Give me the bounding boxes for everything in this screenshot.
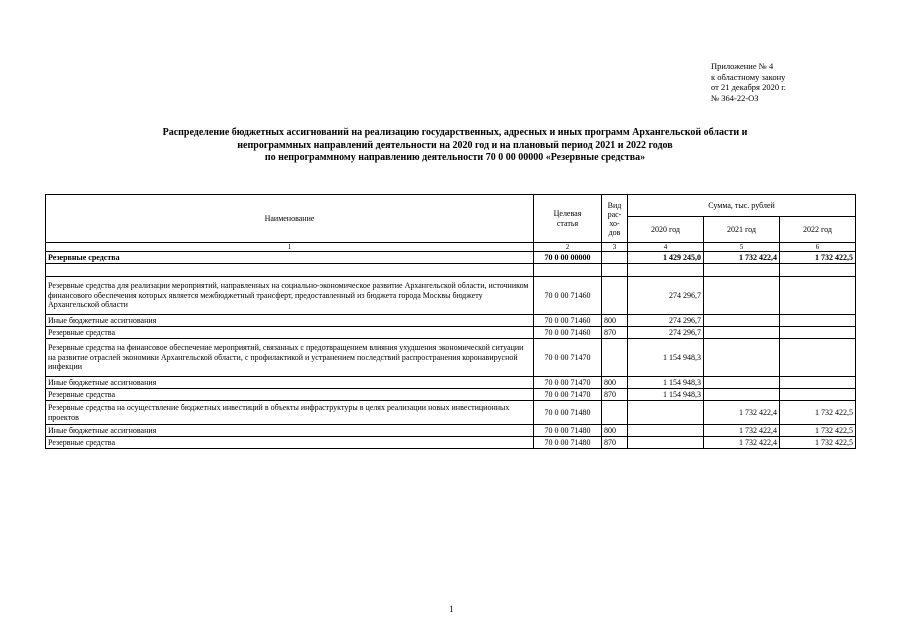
- row-name: Резервные средства на финансовое обеспечение мероприятий, связанных с предотвращением влияния ухудшения экономической ситуации на развитие отраслей экономики Архангельской области, с профилактикой и устранением последствий распространения коронавирусной инфекции: [46, 339, 534, 377]
- row-2022: [780, 377, 856, 389]
- column-number: 5: [704, 243, 780, 252]
- row-2020: 274 296,7: [628, 327, 704, 339]
- appendix-note: [711, 61, 786, 103]
- row-2022: 1 732 422,5: [780, 425, 856, 437]
- row-target: 70 0 00 71470: [534, 377, 602, 389]
- row-2021: [704, 339, 780, 377]
- total-name: Резервные средства: [46, 252, 534, 264]
- row-2022: 1 732 422,5: [780, 437, 856, 449]
- table-row: [46, 401, 856, 425]
- row-2022: [780, 389, 856, 401]
- document-title: [40, 127, 870, 165]
- header-2021: 2021 год: [704, 217, 780, 243]
- total-2021: 1 732 422,4: [704, 252, 780, 264]
- header-vid: [602, 195, 628, 243]
- header-vid-line: дов: [608, 227, 621, 237]
- table-row: [46, 315, 856, 327]
- row-target: 70 0 00 71460: [534, 315, 602, 327]
- row-2020: [628, 425, 704, 437]
- row-target: 70 0 00 71460: [534, 327, 602, 339]
- row-target: 70 0 00 71480: [534, 425, 602, 437]
- row-target: 70 0 00 71470: [534, 389, 602, 401]
- row-vid: 870: [602, 389, 628, 401]
- row-2021: [704, 377, 780, 389]
- title-line: непрограммных направлений деятельности на 2020 год и на плановый период 2021 и 2022 годов: [237, 139, 673, 151]
- row-2020: 1 154 948,3: [628, 339, 704, 377]
- appendix-line: к областному закону: [711, 71, 786, 82]
- row-target: 70 0 00 71470: [534, 339, 602, 377]
- table-row: [46, 377, 856, 389]
- row-2020: 274 296,7: [628, 315, 704, 327]
- total-2020: 1 429 245,0: [628, 252, 704, 264]
- header-name: Наименование: [46, 195, 534, 243]
- row-2021: 1 732 422,4: [704, 401, 780, 425]
- row-2022: [780, 327, 856, 339]
- row-2020: [628, 401, 704, 425]
- row-vid: 870: [602, 327, 628, 339]
- total-target: 70 0 00 00000: [534, 252, 602, 264]
- header-2022: 2022 год: [780, 217, 856, 243]
- row-2020: 1 154 948,3: [628, 377, 704, 389]
- row-name: Резервные средства: [46, 327, 534, 339]
- row-vid: [602, 339, 628, 377]
- appendix-line: № 364-22-ОЗ: [711, 92, 759, 103]
- column-number: 3: [602, 243, 628, 252]
- budget-table: [45, 194, 856, 449]
- table-row: [46, 425, 856, 437]
- spacer-row: [46, 264, 856, 277]
- header-vid-line: хо-: [609, 218, 620, 228]
- appendix-line: от 21 декабря 2020 г.: [711, 82, 786, 92]
- column-numbers-row: [46, 243, 856, 252]
- page-number: 1: [449, 604, 454, 614]
- row-2022: [780, 315, 856, 327]
- total-vid: [602, 252, 628, 264]
- row-2021: 1 732 422,4: [704, 437, 780, 449]
- row-name: Резервные средства на осуществление бюджетных инвестиций в объекты инфраструктуры в целях реализации новых инвестиционных проектов: [46, 401, 534, 425]
- title-line: Распределение бюджетных ассигнований на реализацию государственных, адресных и иных программ Архангельской области и: [162, 127, 748, 138]
- table-row: [46, 389, 856, 401]
- row-name: Резервные средства: [46, 389, 534, 401]
- row-vid: 800: [602, 425, 628, 437]
- row-name: Иные бюджетные ассигнования: [46, 377, 534, 389]
- row-name: Иные бюджетные ассигнования: [46, 425, 534, 437]
- total-2022: 1 732 422,5: [780, 252, 856, 264]
- row-2022: [780, 277, 856, 315]
- header-2020: 2020 год: [628, 217, 704, 243]
- row-vid: 870: [602, 437, 628, 449]
- header-target-line: статья: [556, 218, 579, 228]
- header-sum: Сумма, тыс. рублей: [628, 195, 856, 217]
- table-row: [46, 277, 856, 315]
- row-name: Резервные средства для реализации мероприятий, направленных на социально-экономическое развитие Архангельской области, источником финансового обеспечения которых является межбюджетный трансферт, предоставленный из бюджета города Москвы бюджету Архангельской области: [46, 277, 534, 315]
- row-2021: [704, 315, 780, 327]
- appendix-line: Приложение № 4: [711, 61, 774, 71]
- row-2022: 1 732 422,5: [780, 401, 856, 425]
- table-row: [46, 327, 856, 339]
- header-target: [534, 195, 602, 243]
- row-vid: [602, 401, 628, 425]
- row-2020: [628, 437, 704, 449]
- row-vid: [602, 277, 628, 315]
- header-vid-line: Вид: [607, 200, 622, 210]
- row-name: Иные бюджетные ассигнования: [46, 315, 534, 327]
- column-number: 2: [534, 243, 602, 252]
- table-row: [46, 437, 856, 449]
- row-2020: 274 296,7: [628, 277, 704, 315]
- header-target-line: Целевая: [553, 209, 582, 218]
- column-number: 4: [628, 243, 704, 252]
- row-vid: 800: [602, 377, 628, 389]
- total-row: [46, 252, 856, 264]
- row-target: 70 0 00 71480: [534, 437, 602, 449]
- row-target: 70 0 00 71460: [534, 277, 602, 315]
- row-2021: [704, 327, 780, 339]
- table-row: [46, 339, 856, 377]
- row-name: Резервные средства: [46, 437, 534, 449]
- header-vid-line: рас-: [607, 209, 622, 219]
- row-2021: 1 732 422,4: [704, 425, 780, 437]
- row-2020: 1 154 948,3: [628, 389, 704, 401]
- row-2021: [704, 277, 780, 315]
- row-target: 70 0 00 71480: [534, 401, 602, 425]
- row-vid: 800: [602, 315, 628, 327]
- row-2021: [704, 389, 780, 401]
- title-line: по непрограммному направлению деятельности 70 0 00 00000 «Резервные средства»: [264, 152, 646, 163]
- column-number: 1: [46, 243, 534, 252]
- row-2022: [780, 339, 856, 377]
- column-number: 6: [780, 243, 856, 252]
